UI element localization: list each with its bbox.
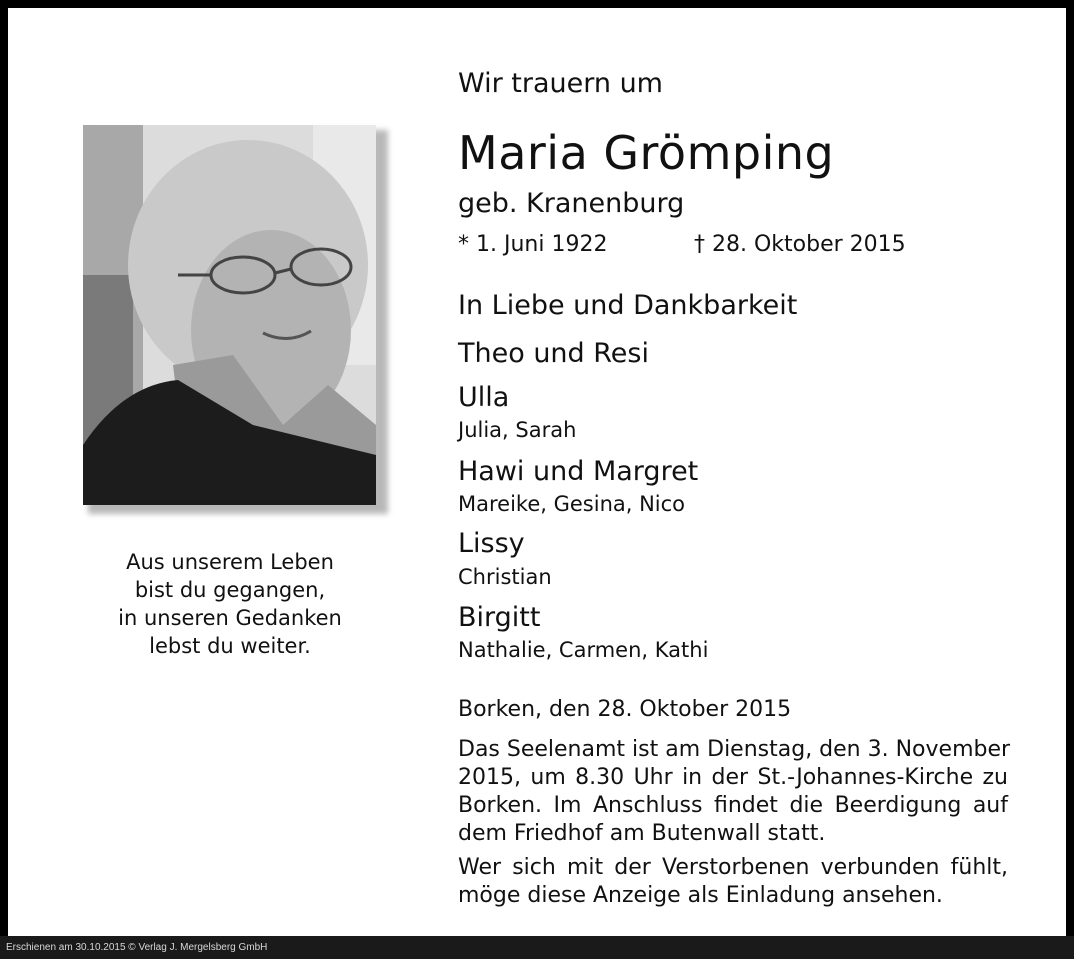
- service-line: Das Seelenamt ist am Dienstag, den 3. November: [458, 737, 1011, 762]
- poem-line: bist du gegangen,: [134, 578, 326, 602]
- publication-footer: Erschienen am 30.10.2015 © Verlag J. Mergelsberg GmbH: [0, 936, 1074, 959]
- intro-text: Wir trauern um: [458, 68, 663, 99]
- poem-line: Aus unserem Leben: [126, 550, 334, 574]
- portrait-photo: [83, 125, 376, 505]
- birth-name: geb. Kranenburg: [458, 188, 685, 219]
- deceased-name: Maria Grömping: [458, 126, 835, 180]
- service-line: Borken. Im Anschluss findet die Beerdigung auf: [458, 793, 1008, 818]
- family-children: Mareike, Gesina, Nico: [458, 492, 686, 516]
- family-member: Hawi und Margret: [458, 456, 699, 487]
- death-date: † 28. Oktober 2015: [694, 232, 906, 257]
- poem: [80, 548, 380, 660]
- life-dates: [458, 232, 906, 257]
- obituary-notice: [8, 8, 1066, 936]
- birth-date: * 1. Juni 1922: [458, 232, 608, 257]
- family-member: Lissy: [458, 528, 525, 559]
- family-children: Julia, Sarah: [458, 418, 577, 442]
- dedication: In Liebe und Dankbarkeit: [458, 290, 798, 321]
- service-line: 2015, um 8.30 Uhr in der St.-Johannes-Kirche zu: [458, 765, 1008, 790]
- portrait-illustration: [83, 125, 376, 505]
- family-member: Theo und Resi: [458, 338, 649, 369]
- family-member: Birgitt: [458, 602, 541, 633]
- family-children: Christian: [458, 565, 552, 589]
- invitation-line: Wer sich mit der Verstorbenen verbunden fühlt,: [458, 855, 1008, 880]
- family-member: Ulla: [458, 382, 510, 413]
- poem-line: in unseren Gedanken: [118, 606, 342, 630]
- invitation-line: möge diese Anzeige als Einladung ansehen.: [458, 883, 943, 908]
- poem-line: lebst du weiter.: [149, 634, 311, 658]
- service-line: dem Friedhof am Butenwall statt.: [458, 821, 826, 846]
- place-and-date: Borken, den 28. Oktober 2015: [458, 697, 792, 722]
- service-details: [458, 736, 1011, 848]
- invitation-text: [458, 854, 1008, 910]
- family-children: Nathalie, Carmen, Kathi: [458, 638, 709, 662]
